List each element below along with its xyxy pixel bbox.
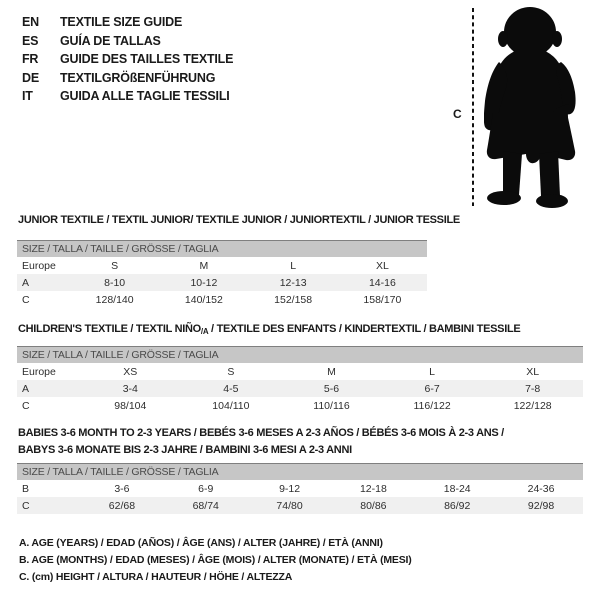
row-label: C	[22, 399, 30, 412]
language-title: GUÍA DE TALLAS	[60, 33, 161, 48]
size-cell: L	[429, 365, 435, 378]
value-cell: 8-10	[104, 276, 126, 289]
table-row-europe	[17, 363, 583, 380]
children-size-table	[17, 346, 583, 414]
value-cell: 98/104	[114, 399, 147, 412]
value-cell: 9-12	[279, 482, 301, 495]
junior-size-table	[17, 240, 427, 308]
row-label: Europe	[22, 365, 56, 378]
value-cell: 104/110	[212, 399, 250, 412]
title-line-1: BABIES 3-6 MONTH TO 2-3 YEARS / BEBÉS 3-6 MESES A 2-3 AÑOS / BÉBÉS 3-6 MOIS À 2-3 ANS /	[18, 427, 504, 439]
value-cell: 116/122	[413, 399, 451, 412]
value-cell: 158/170	[363, 293, 402, 306]
size-header-bar: SIZE / TALLA / TAILLE / GRÖSSE / TAGLIA	[17, 240, 427, 257]
size-cell: M	[199, 259, 209, 272]
size-cell: S	[227, 365, 235, 378]
title-line-2: BABYS 3-6 MONATE BIS 2-3 JAHRE / BAMBINI 3-6 MESI A 2-3 ANNI	[18, 443, 352, 456]
baby-silhouette-icon	[484, 5, 576, 209]
value-cell: 7-8	[525, 382, 541, 395]
value-cell: 92/98	[527, 499, 555, 512]
value-cell: 110/116	[313, 399, 350, 412]
language-code: FR	[22, 52, 39, 66]
footnote-c: C. (cm) HEIGHT / ALTURA / HAUTEUR / HÖHE / ALTEZZA	[19, 570, 293, 583]
row-label: A	[22, 276, 30, 289]
size-header-bar: SIZE / TALLA / TAILLE / GRÖSSE / TAGLIA	[17, 346, 583, 363]
language-row-de	[22, 69, 233, 88]
language-code: IT	[22, 89, 33, 103]
language-code: ES	[22, 33, 39, 48]
table-row-height	[17, 397, 583, 414]
size-cell: XS	[123, 365, 138, 378]
language-title: GUIDE DES TAILLES TEXTILE	[60, 52, 234, 66]
row-label: C	[22, 499, 30, 512]
language-title: TEXTILE SIZE GUIDE	[60, 15, 183, 29]
language-title: GUIDA ALLE TAGLIE TESSILI	[60, 89, 230, 103]
footnote-a: A. AGE (YEARS) / EDAD (AÑOS) / ÂGE (ANS) / ALTER (JAHRE) / ETÀ (ANNI)	[19, 537, 383, 549]
value-cell: 152/158	[274, 293, 313, 306]
size-cell: XL	[375, 259, 389, 272]
size-header-bar: SIZE / TALLA / TAILLE / GRÖSSE / TAGLIA	[17, 463, 583, 480]
value-cell: 68/74	[192, 499, 219, 512]
value-cell: 18-24	[443, 482, 471, 495]
language-title: TEXTILGRÖßENFÜHRUNG	[60, 70, 216, 85]
value-cell: 122/128	[513, 399, 552, 412]
value-cell: 10-12	[190, 276, 218, 289]
babies-size-table	[17, 463, 583, 514]
language-code: EN	[22, 15, 39, 29]
value-cell: 12-13	[279, 276, 307, 289]
value-cell: 14-16	[368, 276, 396, 289]
language-code: DE	[22, 70, 39, 85]
row-label: Europe	[22, 259, 56, 272]
value-cell: 6-7	[424, 382, 440, 395]
value-cell: 86/92	[444, 499, 471, 512]
size-cell: M	[327, 365, 336, 378]
value-cell: 3-6	[114, 482, 130, 495]
size-cell: XL	[526, 365, 540, 378]
children-table-title	[18, 323, 520, 336]
value-cell: 128/140	[95, 293, 134, 306]
value-cell: 5-6	[323, 382, 340, 395]
size-cell: L	[290, 259, 297, 272]
value-cell: 4-5	[223, 382, 239, 395]
value-cell: 24-36	[527, 482, 555, 495]
value-cell: 74/80	[276, 499, 303, 512]
value-cell: 62/68	[108, 499, 136, 512]
table-row-height	[17, 497, 583, 514]
size-cell: S	[111, 259, 119, 272]
height-measure-line	[471, 8, 475, 206]
table-row-months	[17, 480, 583, 497]
value-cell: 3-4	[122, 382, 138, 395]
language-row-fr	[22, 50, 233, 69]
title-subscript: /A	[200, 327, 209, 336]
title-text: CHILDREN'S TEXTILE / TEXTIL NIÑO	[18, 323, 201, 335]
row-label: B	[22, 482, 30, 495]
footnotes	[19, 535, 412, 586]
value-cell: 80/86	[360, 499, 387, 512]
table-row-height	[17, 291, 427, 308]
title-text: / TEXTILE DES ENFANTS / KINDERTEXTIL / BAMBINI TESSILE	[208, 323, 521, 335]
table-row-europe	[17, 257, 427, 274]
babies-table-title	[18, 425, 504, 458]
table-row-age	[17, 380, 583, 397]
junior-table-title: JUNIOR TEXTILE / TEXTIL JUNIOR/ TEXTILE JUNIOR / JUNIORTEXTIL / JUNIOR TESSILE	[18, 214, 460, 226]
value-cell: 140/152	[184, 293, 223, 306]
row-label: A	[22, 382, 30, 395]
footnote-b: B. AGE (MONTHS) / EDAD (MESES) / ÂGE (MOIS) / ALTER (MONATE) / ETÀ (MESI)	[19, 553, 412, 566]
value-cell: 12-18	[359, 482, 387, 495]
language-list	[22, 13, 233, 106]
language-row-es	[22, 32, 233, 51]
row-label: C	[22, 293, 30, 306]
height-measure-label: C	[453, 107, 462, 121]
table-row-age	[17, 274, 427, 291]
language-row-it	[22, 87, 233, 106]
value-cell: 6-9	[198, 482, 214, 495]
language-row-en	[22, 13, 233, 32]
